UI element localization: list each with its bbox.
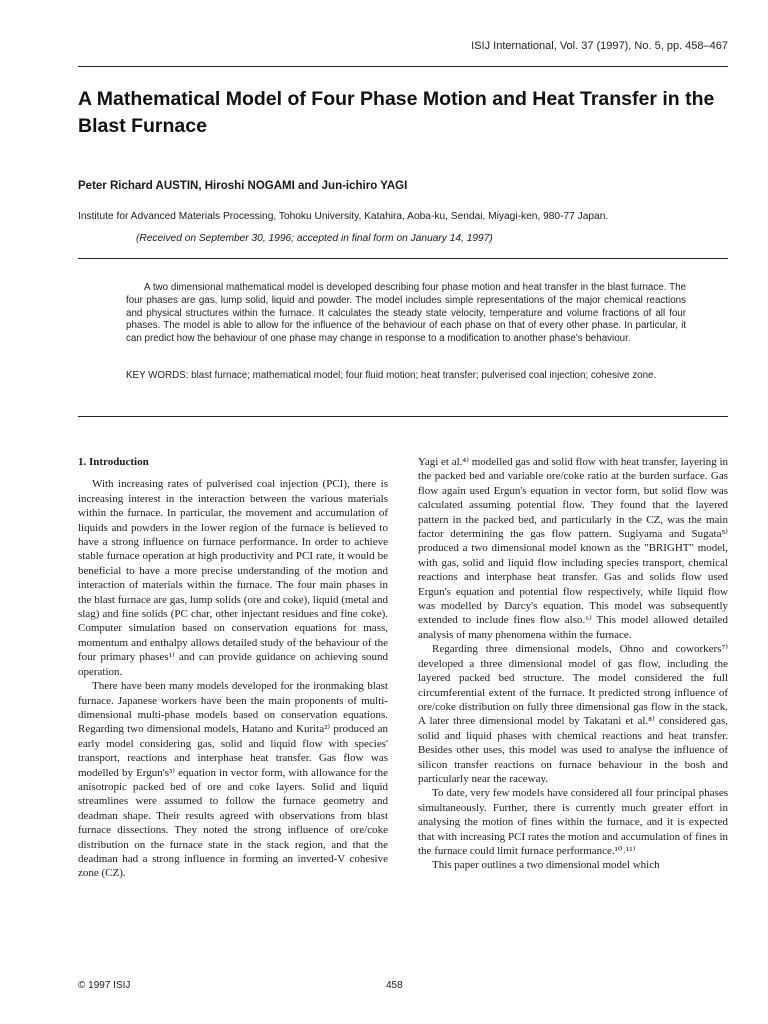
paragraph: Yagi et al.⁴⁾ modelled gas and solid flow with heat transfer, layering in the packed bed and variable ore/coke ratio at the burden surface. Gas flow again used Ergun's equation in vector form, but solid flow was calculated assuming potential flow. They found that the layered pattern in the packed bed, and particularly in the CZ, was the main factor determining the gas flow pattern. Sugiyama and Sugata⁵⁾ produced a two dimensional model known as the "BRIGHT" model, with gas, solid and liquid flow including species transport, chemical reactions and interphase heat transfer. Gas and solids flow used Ergun's equation and potential flow respectively, while liquid flow was modelled by Darcy's equation. This model was subsequently extended to include fines flow also.⁶⁾ This model allowed detailed analysis of many phenomena within the furnace. [418, 456, 728, 641]
paragraph: To date, very few models have considered all four principal phases simultaneously. Further, there is currently much greater effort in analysing the motion of fines within the furnace, and it is expected that with increasing PCI rates the motion and accumulation of fines in the furnace could limit furnace performance.¹⁰˒¹¹⁾ [418, 787, 728, 857]
paragraph: Regarding three dimensional models, Ohno and coworkers⁷⁾ developed a three dimensional model of gas flow, including the layered packed bed structure. The model considered the full circumferential extent of the furnace. It predicted strong influence of ore/coke distribution on fully three dimensional gas flow in the stack. A later three dimensional model by Takatani et al.⁸⁾ considered gas, solid and liquid phases with chemical reactions and heat transfer. Besides other uses, this model was used to analyse the influence of silicon transfer reactions on furnace behaviour in the bosh and particularly near the raceway. [418, 643, 728, 785]
paper-title: A Mathematical Model of Four Phase Motion and Heat Transfer in the Blast Furnace [78, 88, 715, 137]
abstract-text: A two dimensional mathematical model is developed describing four phase motion and heat transfer in the blast furnace. The four phases are gas, lump solid, liquid and powder. The model includes simple representations of the major chemical reactions and physical structures within the furnace. It calculates the steady state velocity, temperature and volume fractions of all four phases. The model is able to allow for the influence of the behaviour of each phase on that of every other phase. In particular, it can predict how the behaviour of one phase may change in response to a modification to another phase's behaviour. [126, 282, 686, 345]
received-dates: (Received on September 30, 1996; accepted in final form on January 14, 1997) [136, 233, 493, 244]
abstract-top-rule [78, 258, 728, 259]
institute: Institute for Advanced Materials Processing, Tohoku University, Katahira, Aoba-ku, Sendai, Miyagi-ken, 980-77 Japan. [78, 211, 609, 222]
left-column [78, 455, 388, 881]
right-column [418, 455, 728, 873]
paragraph: This paper outlines a two dimensional model which [432, 859, 660, 872]
abstract [126, 282, 686, 346]
journal-citation: ISIJ International, Vol. 37 (1997), No. 5, pp. 458–467 [471, 40, 728, 52]
keywords: KEY WORDS: blast furnace; mathematical model; four fluid motion; heat transfer; pulverised coal injection; cohesive zone. [126, 370, 657, 381]
paragraph: There have been many models developed for the ironmaking blast furnace. Japanese workers have been the main proponents of multi-dimensional multi-phase models based on conservation equations. Regarding two dimensional models, Hatano and Kurita²⁾ produced an early model considering gas, solid and liquid flow with species' transport, reactions and interphase heat transfer. Gas flow was modelled by Ergun's³⁾ equation in vector form, with allowance for the anisotropic packed bed of ore and coke layers. Solid and liquid streamlines were assumed to follow the furnace geometry and deadman shape. Their results agreed with observations from blast furnace dissections. They noted the strong influence of ore/coke distribution on the furnace state in the stack region, and that the deadman had a strong influence in forming an inverted-V cohesive zone (CZ). [78, 680, 388, 880]
copyright: © 1997 ISIJ [78, 980, 131, 991]
section-heading-introduction: 1. Introduction [78, 456, 149, 468]
paragraph: With increasing rates of pulverised coal injection (PCI), there is increasing interest in the interaction between the various materials within the furnace. In particular, the movement and accumulation of liquids and powders in the lower region of the furnace is believed to have a strong influence on furnace performance. In order to achieve stable furnace operation at high productivity and PCI rate, it would be beneficial to have a more precise understanding of the motion and interaction of materials within the furnace. The four main phases in the blast furnace are gas, lump solids (ore and coke), liquid (metal and slag) and fine solids (PC char, other injectant residues and fine coke). Computer simulation based on conservation equations for mass, momentum and enthalpy allows detailed study of the behaviour of the four primary phases¹⁾ and can provide guidance on achieving sound operation. [78, 478, 388, 678]
page-number: 458 [386, 980, 403, 991]
abstract-bottom-rule [78, 416, 728, 417]
authors: Peter Richard AUSTIN, Hiroshi NOGAMI and Jun-ichiro YAGI [78, 180, 408, 192]
top-rule [78, 66, 728, 67]
